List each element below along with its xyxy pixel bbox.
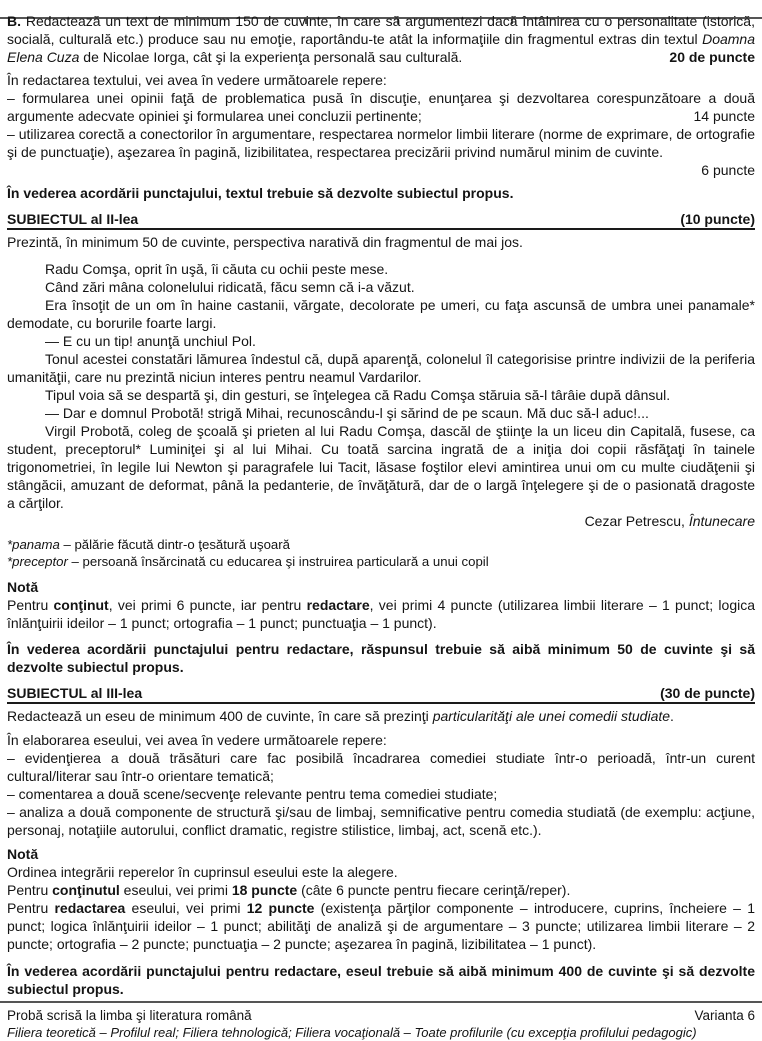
subject-3-nota-line-1: Ordinea integrării reperelor în cuprinsul eseului este la alegere.: [7, 864, 398, 880]
quote-paragraph: Virgil Probotă, coleg de şcoală şi prieten al lui Radu Comşa, dascăl de ştiinţe la un liceu din Capitală, fusese, ca student, preceptorul* Luminiţei şi al lui Mihai. Cu toată sarcina ingrată de a iniţia doi copii răsfăţaţi în tainele trigonometriei, în legile lui Newton şi paragrafele lui Tacit, lăsase foştilor elevi amintirea unui om cu multe ciudăţenii şi stângăcii, amuzant de deformat, până la pedanterie, de învăţătură, dar de o largă înţelegere şi de o pasionată dragoste a cărţilor.: [7, 423, 755, 511]
quote-paragraph: Tipul voia să se despartă şi, din gesturi, se înţelegea că Radu Comşa stăruia să-l târâie după dânsul.: [45, 387, 671, 403]
author-name: Cezar Petrescu,: [584, 513, 689, 529]
subject-3-task: Redactează un eseu de minimum 400 de cuvinte, în care să prezinţi particularităţi ale unei comedii studiate.: [7, 708, 674, 724]
subject-3-nota-line-2: Pentru conţinutul eseului, vei primi 18 puncte (câte 6 puncte pentru fiecare cerinţă/reper).: [7, 882, 571, 898]
subject-3-title: SUBIECTUL al III-lea: [7, 685, 143, 701]
subject-2-points: (10 puncte): [680, 211, 755, 227]
work-title-doamna-elena-cuza: Doamna Elena Cuza: [7, 31, 755, 65]
quote-paragraph: Era însoţit de un om în haine castanii, vărgate, decolorate pe umeri, cu faţa ascunsă de umbra unei panamale* demodate, cu borurile foarte largi.: [7, 297, 755, 331]
footer-exam-name: Probă scrisă la limba şi literatura română: [7, 1008, 252, 1023]
subject-2-title: SUBIECTUL al II-lea: [7, 211, 139, 227]
task-b-label: B.: [7, 13, 21, 29]
task-b-bullet-2: – utilizarea corectă a conectorilor în argumentare, respectarea normelor limbii literare (norme de exprimare, de ortografie şi de punctuaţie), aşezarea în pagină, lizibilitatea, respectarea precizării privind numărul minim de cuvinte.: [7, 126, 755, 160]
subject-3-nota-line-3: Pentru redactarea eseului, vei primi 12 puncte (existenţa părţilor componente – introducere, cuprins, încheiere – 1 punct; logica înlănţuirii ideilor – 1 punct; abilităţi de analiză şi de argumentare – 3 puncte; utilizarea limbii literare – 2 puncte; ortografia – 2 puncte; punctuaţia – 2 puncte; aşezarea în pagină, lizibilitatea – 1 punct).: [7, 900, 755, 952]
work-title-intunecare: Întunecare: [688, 513, 755, 529]
task-b-bold-note: În vederea acordării punctajului, textul trebuie să dezvolte subiectul propus.: [7, 185, 514, 201]
quote-paragraph: Radu Comşa, oprit în uşă, îi căuta cu ochii peste mese.: [45, 261, 389, 277]
page-footer: [0, 1001, 762, 1040]
task-b-bullet-1-points: 14 puncte: [688, 107, 756, 125]
task-b-intro: În redactarea textului, vei avea în vedere următoarele repere:: [7, 72, 387, 88]
footnote-panama: *panama – pălărie făcută dintr-o ţesătură uşoară: [7, 537, 290, 552]
footer-row: [0, 1003, 762, 1024]
footnotes: [7, 536, 755, 570]
subject-3-bullet-1: – evidenţierea a două trăsături care fac posibilă încadrarea comediei studiate într-o perioadă, într-un curent cultural/literar sau într-o orientare tematică;: [7, 750, 755, 784]
subject-2-header: [7, 210, 755, 230]
task-b-bullet-1: – formularea unei opinii faţă de problematica pusă în discuţie, enunţarea şi dezvoltarea corespunzătoare a două argumente adecvate opiniei şi formularea unei concluzii pertinente; 14 puncte: [7, 90, 755, 124]
quote-attribution: [7, 512, 755, 530]
subject-2-bold-note: În vederea acordării punctajului pentru redactare, răspunsul trebuie să aibă minimum 50 de cuvinte şi să dezvolte subiectul propus.: [7, 641, 755, 675]
subject-3-intro: În elaborarea eseului, vei avea în vedere următoarele repere:: [7, 732, 387, 748]
quote-paragraph: — E cu un tip! anunţă unchiul Pol.: [45, 333, 256, 349]
literary-fragment: [7, 260, 755, 512]
task-b-points: 20 de puncte: [663, 48, 755, 66]
footer-variant: Varianta 6: [694, 1008, 755, 1023]
quote-paragraph: — Dar e domnul Probotă! strigă Mihai, recunoscându-l şi sărind de pe scaun. Mă duc să-l aduc!...: [45, 405, 649, 421]
subject-3-bullet-2: – comentarea a două scene/secvenţe relevante pentru tema comediei studiate;: [7, 786, 498, 802]
quote-paragraph: Tonul acestei constatări lămurea îndestul că, după aparenţă, colonelul îl categorisise printre indivizii de la periferia umanităţii, care nu prezintă niciun interes pentru neamul Vardarilor.: [7, 351, 755, 385]
subject-2-nota-label: Notă: [7, 579, 39, 595]
subject-2-task: Prezintă, în minimum 50 de cuvinte, perspectiva narativă din fragmentul de mai jos.: [7, 234, 523, 250]
essay-topic: particularităţi ale unei comedii studiate: [432, 708, 671, 724]
subject-3-header: [7, 684, 755, 704]
task-b-bullet-2-points: 6 puncte: [701, 162, 755, 178]
subject-3-points: (30 de puncte): [660, 685, 755, 701]
footnote-preceptor: *preceptor – persoană însărcinată cu educarea şi instruirea particulară a unui copil: [7, 554, 489, 569]
task-b-statement: B. Redactează un text de minimum 150 de cuvinte, în care să argumentezi dacă întâlnirea cu o personalitate (istorică, socială, culturală etc.) produce sau nu emoţie, raportându-te atât la informaţiile din fragmentul extras din textul Doamna Elena Cuza de Nicolae Iorga, cât şi la experienţa personală sau culturală. 20 de puncte: [7, 13, 755, 65]
subject-2-nota: Pentru conţinut, vei primi 6 puncte, iar pentru redactare, vei primi 4 puncte (utilizarea limbii literare – 1 punct; logica înlănţuirii ideilor – 1 punct; ortografia – 1 punct; punctuaţia – 1 punct).: [7, 597, 756, 631]
exam-page: [0, 12, 762, 998]
subject-3-nota-label: Notă: [7, 846, 39, 862]
subject-3-bold-note: În vederea acordării punctajului pentru redactare, eseul trebuie să aibă minimum 400 de cuvinte şi să dezvolte subiectul propus.: [7, 963, 755, 997]
quote-paragraph: Când zări mâna colonelului ridicată, făcu semn că i-a văzut.: [45, 279, 415, 295]
subject-3-bullet-3: – analiza a două componente de structură şi/sau de limbaj, semnificative pentru comedia studiată (de exemplu: acţiune, personaj, notaţiile autorului, conflict dramatic, registre stilistice, limbaj, act, scenă etc.).: [7, 804, 755, 838]
footer-filiera-line-cropped: Filiera teoretică – Profilul real; Filiera tehnologică; Filiera vocaţională – Toate profilurile (cu excepţia profilului pedagogic): [7, 1025, 697, 1040]
